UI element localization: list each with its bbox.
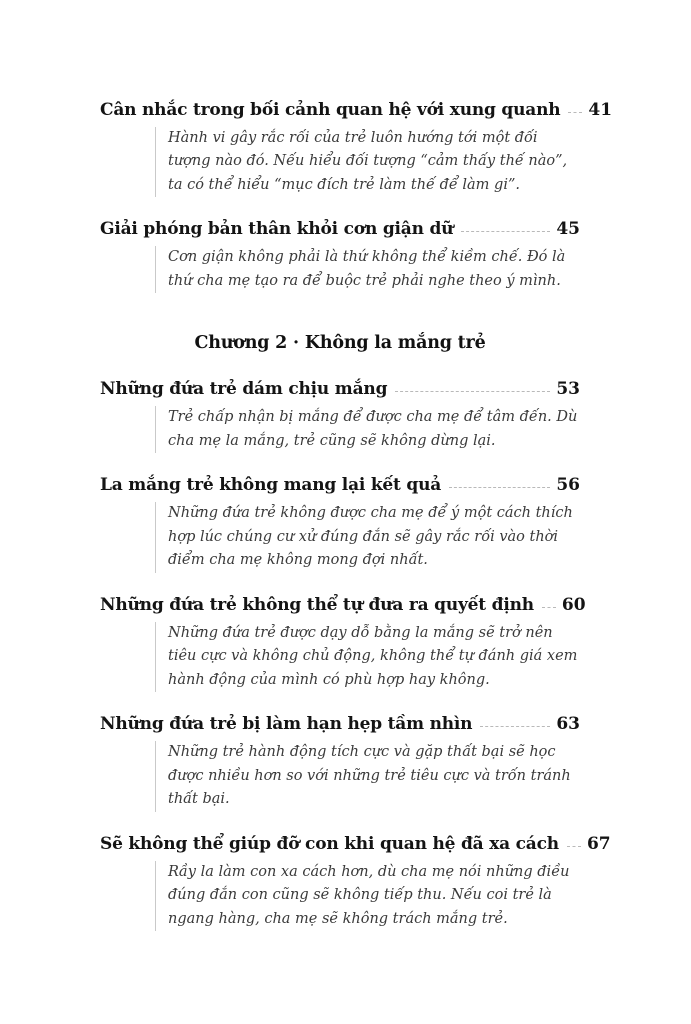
toc-entry-line bbox=[100, 379, 580, 399]
dot-leader bbox=[542, 606, 556, 608]
toc-entry-description: Trẻ chấp nhận bị mắng để được cha mẹ để tâm đến. Dù cha mẹ la mắng, trẻ cũng sẽ không dừng lại. bbox=[155, 406, 578, 453]
toc-entry-title: Sẽ không thể giúp đỡ con khi quan hệ đã xa cách bbox=[100, 833, 559, 854]
dot-leader bbox=[395, 390, 550, 392]
toc-entry-page: 63 bbox=[556, 714, 580, 735]
toc-entry[interactable] bbox=[100, 833, 611, 931]
spacer bbox=[100, 457, 580, 475]
chapter-heading: Chương 2 · Không la mắng trẻ bbox=[194, 333, 486, 354]
toc-entry-page: 41 bbox=[588, 100, 613, 120]
toc-entry-line bbox=[100, 475, 580, 495]
toc-section-chapter-2 bbox=[100, 379, 611, 931]
toc-entry-description: Những đứa trẻ được dạy dỗ bằng la mắng sẽ trở nên tiêu cực và không chủ động, không thể tự đánh giá xem hành động của mình có phù hợp hay không. bbox=[155, 622, 578, 692]
toc-entry-description: Cơn giận không phải là thứ không thể kiềm chế. Đó là thứ cha mẹ tạo ra để buộc trẻ phải nghe theo ý mình. bbox=[155, 246, 578, 293]
toc-section-top bbox=[100, 100, 613, 293]
spacer bbox=[100, 577, 580, 595]
toc-entry-line bbox=[100, 100, 613, 120]
toc-entry-description: Những trẻ hành động tích cực và gặp thất bại sẽ học được nhiều hơn so với những trẻ tiêu cực và trốn tránh thất bại. bbox=[155, 741, 578, 811]
toc-entry-description: Hành vi gây rắc rối của trẻ luôn hướng tới một đối tượng nào đó. Nếu hiểu đối tượng “cảm thấy thế nào”, ta có thể hiểu “mục đích trẻ làm thế để làm gi”. bbox=[155, 127, 578, 197]
spacer bbox=[100, 696, 580, 714]
toc-entry-page: 56 bbox=[556, 475, 580, 496]
toc-entry[interactable] bbox=[100, 379, 580, 453]
dot-leader bbox=[461, 230, 550, 232]
toc-entry[interactable] bbox=[100, 100, 613, 197]
toc-entry[interactable] bbox=[100, 714, 580, 811]
spacer bbox=[100, 201, 580, 219]
toc-entry[interactable] bbox=[100, 475, 580, 572]
toc-entry-title: Cân nhắc trong bối cảnh quan hệ với xung quanh bbox=[100, 100, 561, 120]
toc-entry-description: Rầy la làm con xa cách hơn, dù cha mẹ nói những điều đúng đắn con cũng sẽ không tiếp thu. Nếu coi trẻ là ngang hàng, cha mẹ sẽ không trách mắng trẻ. bbox=[155, 861, 578, 931]
dot-leader bbox=[567, 845, 581, 847]
toc-entry-line bbox=[100, 833, 611, 854]
toc-entry-page: 53 bbox=[556, 379, 580, 400]
toc-entry-title: La mắng trẻ không mang lại kết quả bbox=[100, 475, 442, 496]
toc-entry-title: Những đứa trẻ bị làm hạn hẹp tầm nhìn bbox=[100, 714, 473, 735]
toc-entry[interactable] bbox=[100, 594, 586, 692]
toc-entry-page: 67 bbox=[586, 833, 611, 854]
toc-entry-title: Giải phóng bản thân khỏi cơn giận dữ bbox=[100, 219, 454, 240]
toc-entry-line bbox=[100, 594, 586, 615]
toc-entry-title: Những đứa trẻ không thể tự đưa ra quyết định bbox=[100, 594, 534, 615]
toc-entry-title: Những đứa trẻ dám chịu mắng bbox=[100, 379, 388, 400]
dot-leader bbox=[480, 725, 550, 727]
toc-entry-line bbox=[100, 714, 580, 734]
toc-content bbox=[100, 100, 613, 935]
toc-entry-page: 60 bbox=[561, 594, 586, 615]
toc-entry[interactable] bbox=[100, 219, 580, 293]
toc-entry-description: Những đứa trẻ không được cha mẹ để ý một cách thích hợp lúc chúng cư xử đúng đắn sẽ gây rắc rối vào thời điểm cha mẹ không mong đợi nhất. bbox=[155, 502, 578, 572]
spacer bbox=[100, 816, 580, 834]
dot-leader bbox=[449, 486, 550, 488]
dot-leader bbox=[568, 111, 582, 113]
toc-entry-line bbox=[100, 219, 580, 239]
toc-entry-page: 45 bbox=[556, 219, 580, 240]
